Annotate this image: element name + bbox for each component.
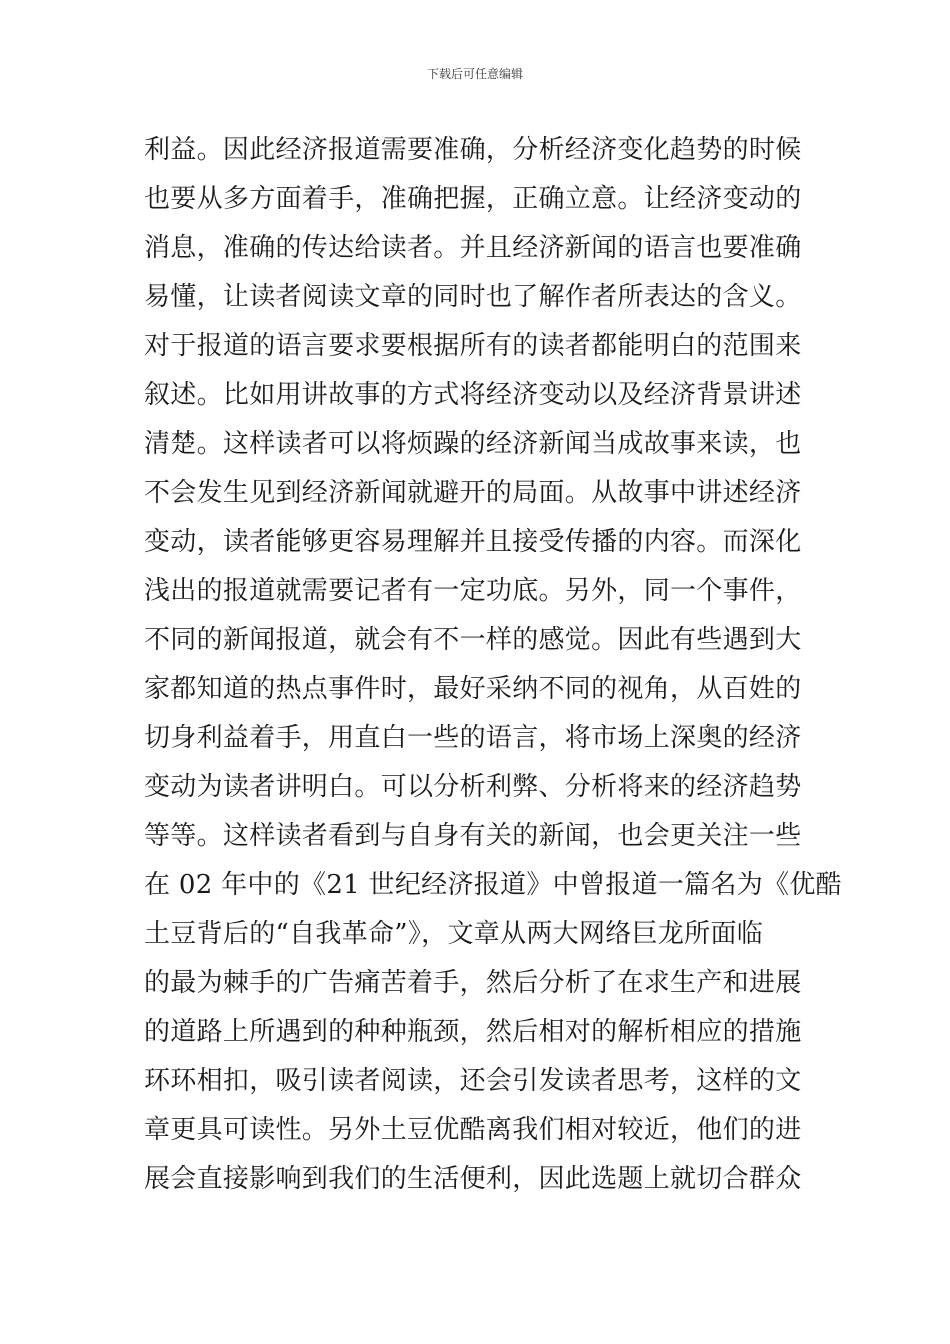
text-line: 利益。因此经济报道需要准确，分析经济变化趋势的时候 — [144, 135, 802, 165]
text-line: 变动为读者讲明白。可以分析利弊、分析将来的经济趋势 — [144, 772, 802, 802]
text-line: 家都知道的热点事件时，最好采纳不同的视角，从百姓的 — [144, 674, 802, 704]
text-line: 变动，读者能够更容易理解并且接受传播的内容。而深化 — [144, 527, 802, 557]
text-line: 易懂，让读者阅读文章的同时也了解作者所表达的含义。 — [144, 282, 802, 312]
page-header: 下载后可任意编辑 — [426, 67, 523, 81]
text-line: 的最为棘手的广告痛苦着手，然后分析了在求生产和进展 — [144, 968, 802, 998]
text-line: 展会直接影响到我们的生活便利，因此选题上就切合群众 — [144, 1164, 802, 1194]
text-line: 消息，准确的传达给读者。并且经济新闻的语言也要准确 — [144, 233, 802, 263]
document-body — [144, 126, 842, 1204]
text-line: 等等。这样读者看到与自身有关的新闻，也会更关注一些 — [144, 821, 802, 851]
text-line: 也要从多方面着手，准确把握，正确立意。让经济变动的 — [144, 184, 802, 214]
text-line: 土豆背后的“自我革命”》，文章从两大网络巨龙所面临 — [144, 919, 764, 949]
text-line: 的道路上所遇到的种种瓶颈，然后相对的解析相应的措施 — [144, 1017, 802, 1047]
text-line: 不会发生见到经济新闻就避开的局面。从故事中讲述经济 — [144, 478, 802, 508]
text-line: 浅出的报道就需要记者有一定功底。另外，同一个事件， — [144, 576, 802, 606]
text-line: 环环相扣，吸引读者阅读，还会引发读者思考，这样的文 — [144, 1066, 802, 1096]
text-line: 章更具可读性。另外土豆优酷离我们相对较近，他们的进 — [144, 1115, 802, 1145]
text-line: 切身利益着手，用直白一些的语言，将市场上深奥的经济 — [144, 723, 802, 753]
text-line: 叙述。比如用讲故事的方式将经济变动以及经济背景讲述 — [144, 380, 802, 410]
text-line: 清楚。这样读者可以将烦躁的经济新闻当成故事来读，也 — [144, 429, 802, 459]
text-line: 不同的新闻报道，就会有不一样的感觉。因此有些遇到大 — [144, 625, 802, 655]
text-line: 对于报道的语言要求要根据所有的读者都能明白的范围来 — [144, 331, 802, 361]
text-line: 在 02 年中的《21 世纪经济报道》中曾报道一篇名为《优酷 — [144, 870, 842, 900]
